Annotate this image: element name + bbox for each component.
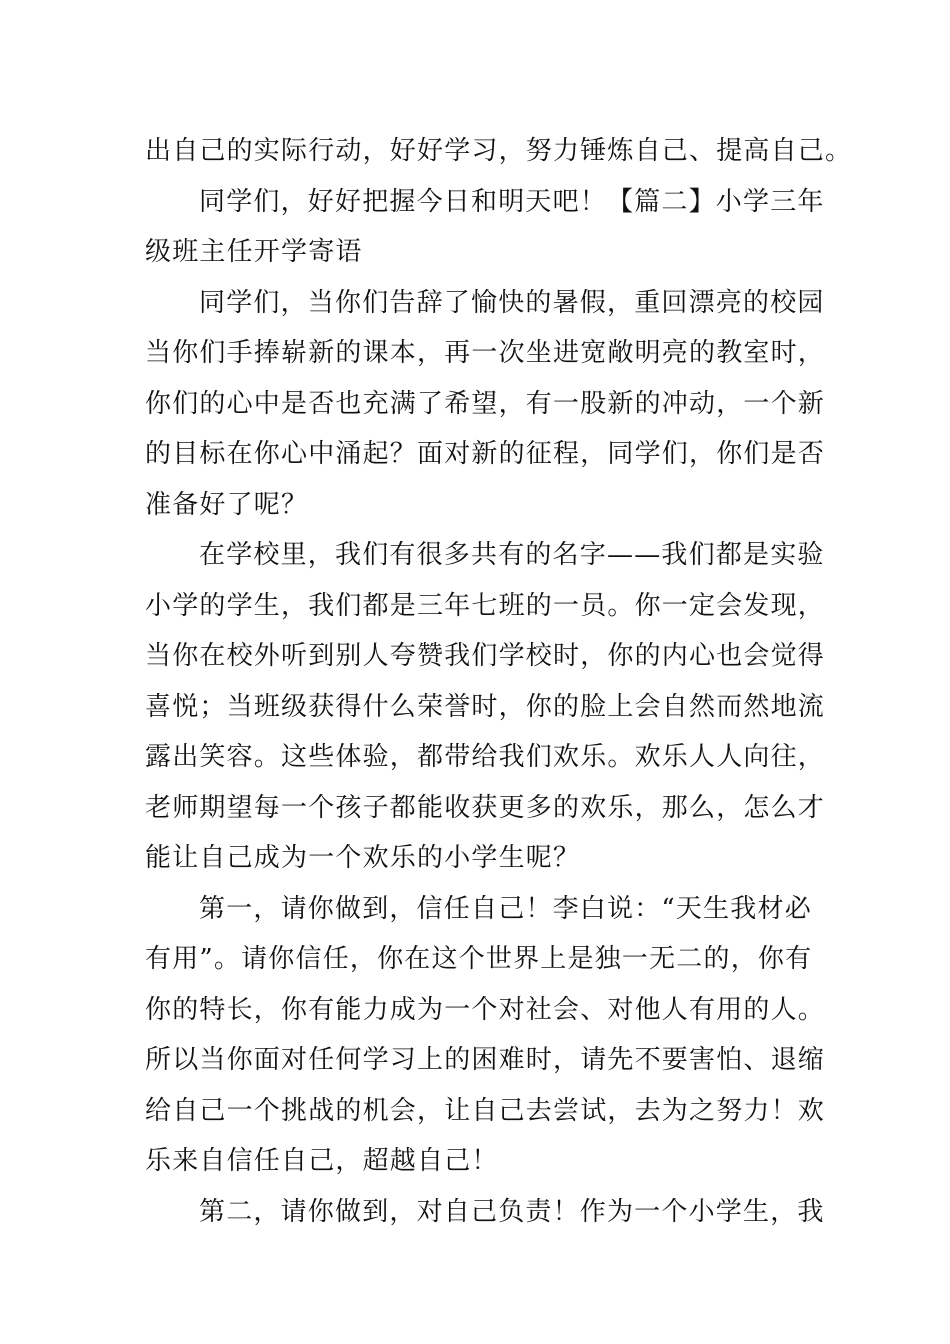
text-line: 所以当你面对任何学习上的困难时，请先不要害怕、退缩 [145,1045,826,1075]
paragraph-start-line: 第一，请你做到，信任自己！李白说：“天生我材必 [199,893,812,924]
text-line: 你们的心中是否也充满了希望，有一股新的冲动，一个新 [145,388,826,419]
text-line: 乐来自信任自己，超越自己！ [145,1146,499,1176]
text-line: 出自己的实际行动，好好学习，努力锤炼自己、提高自己。 [145,136,853,166]
text-line: 当你在校外听到别人夸赞我们学校时，你的内心也会觉得 [145,641,826,671]
text-line: 级班主任开学寄语 [145,237,363,267]
text-line: 能让自己成为一个欢乐的小学生呢？ [145,843,581,873]
text-line: 露出笑容。这些体验，都带给我们欢乐。欢乐人人向往， [145,742,826,772]
paragraph-start-line: 在学校里，我们有很多共有的名字——我们都是实验 [199,540,825,570]
text-line: 有用”。请你信任，你在这个世界上是独一无二的，你有 [145,944,813,974]
paragraph-start-line: 同学们，当你们告辞了愉快的暑假，重回漂亮的校园 [199,287,825,318]
text-line: 老师期望每一个孩子都能收获更多的欢乐，那么，怎么才 [145,792,826,823]
document-body [145,126,853,1237]
text-line: 当你们手捧崭新的课本，再一次坐进宽敞明亮的教室时， [145,338,826,368]
text-line: 的目标在你心中涌起？面对新的征程，同学们，你们是否 [145,439,826,469]
text-line: 给自己一个挑战的机会，让自己去尝试，去为之努力！欢 [145,1095,826,1126]
text-line: 你的特长，你有能力成为一个对社会、对他人有用的人。 [145,994,826,1025]
paragraph-start-line: 第二，请你做到，对自己负责！作为一个小学生，我 [199,1196,825,1227]
text-line: 准备好了呢？ [145,489,309,520]
text-line: 小学的学生，我们都是三年七班的一员。你一定会发现， [145,590,826,621]
text-line: 喜悦；当班级获得什么荣誉时，你的脸上会自然而然地流 [145,691,826,722]
paragraph-start-line: 同学们，好好把握今日和明天吧！【篇二】小学三年 [199,186,825,217]
